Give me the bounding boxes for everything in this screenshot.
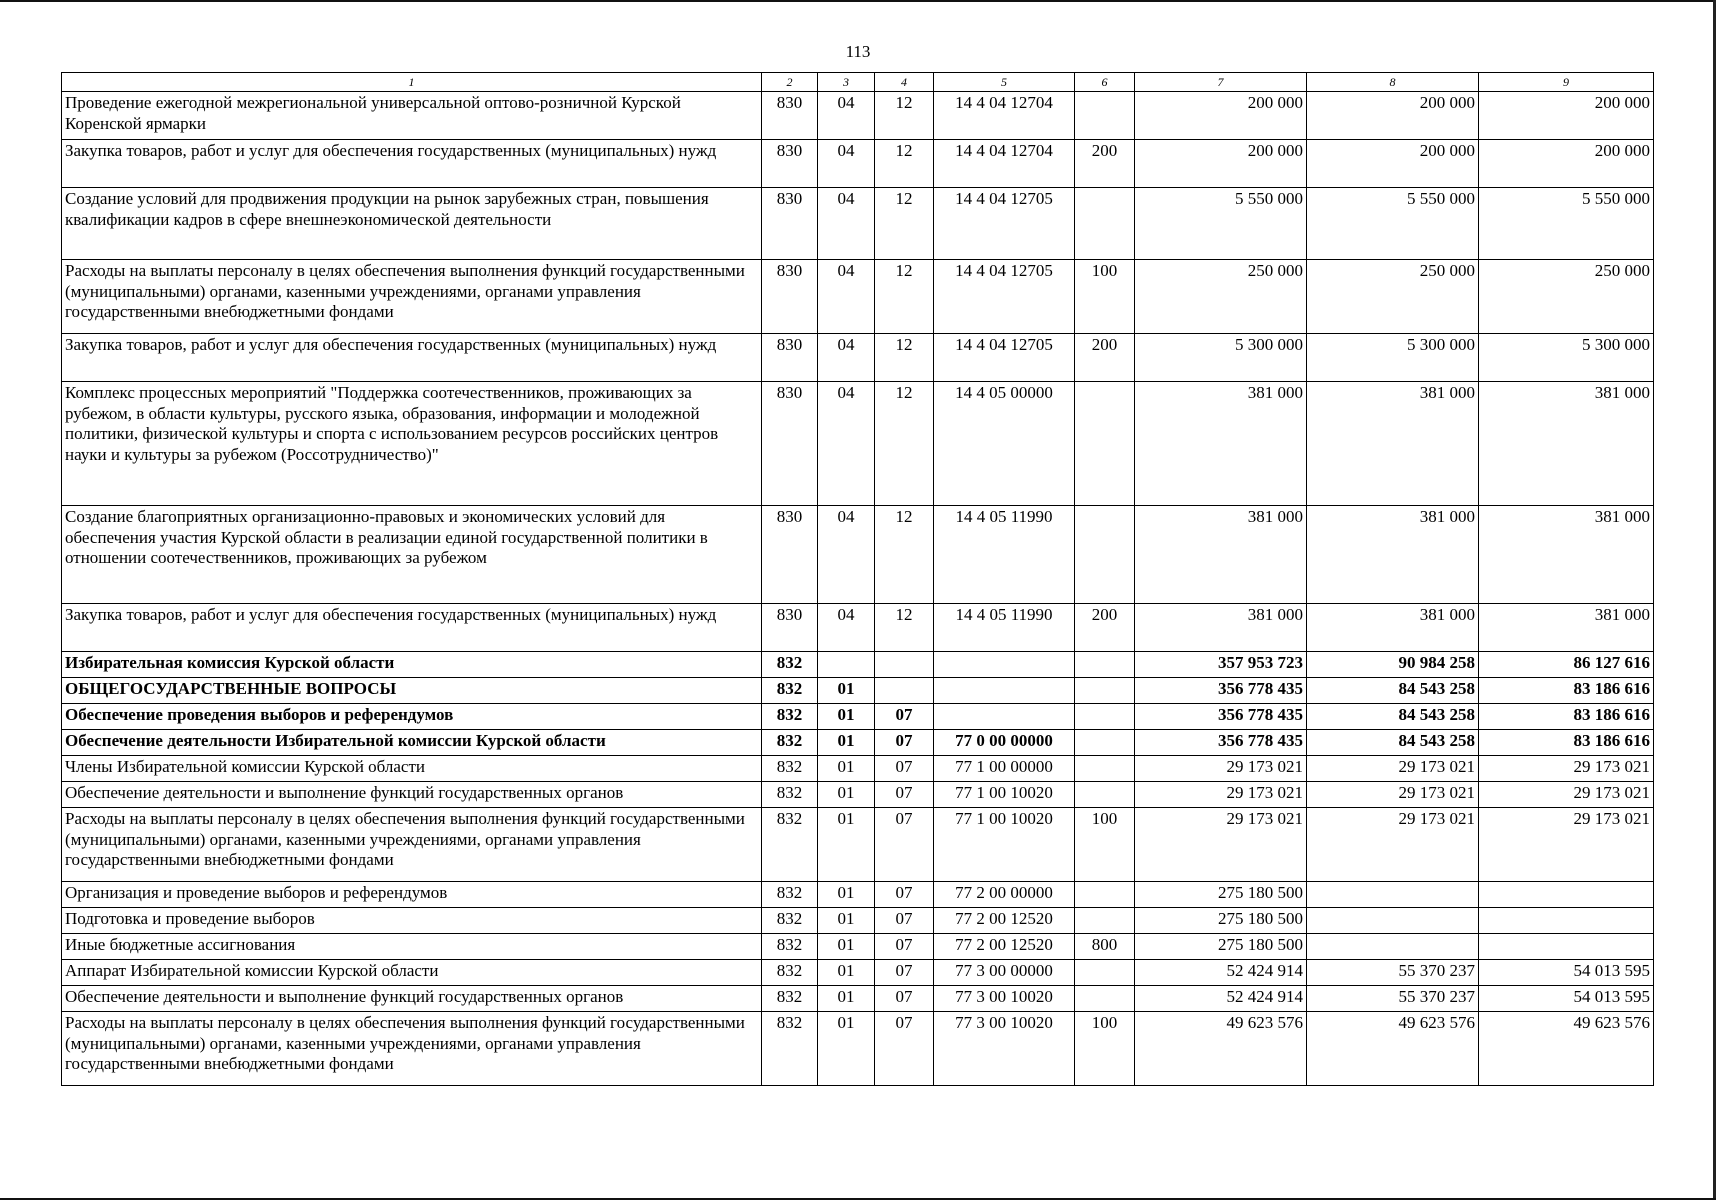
row-amount-col8: 55 370 237: [1307, 986, 1479, 1012]
table-row: [62, 334, 1654, 382]
row-code-section: 01: [818, 960, 875, 986]
row-name: Обеспечение проведения выборов и референдумов: [62, 704, 762, 730]
row-amount-col9: 49 623 576: [1479, 1012, 1654, 1086]
row-amount-col7: 381 000: [1135, 506, 1307, 604]
row-amount-col9: 5 550 000: [1479, 188, 1654, 260]
row-amount-col8: 90 984 258: [1307, 652, 1479, 678]
row-amount-col9: 381 000: [1479, 382, 1654, 506]
row-code-expense-type: 800: [1075, 934, 1135, 960]
row-amount-col9: 54 013 595: [1479, 986, 1654, 1012]
row-code-target: 14 4 04 12705: [934, 260, 1075, 334]
row-amount-col7: 357 953 723: [1135, 652, 1307, 678]
row-code-ministry: 830: [762, 188, 818, 260]
page-number: 113: [845, 42, 871, 61]
row-code-expense-type: [1075, 782, 1135, 808]
row-code-section: 04: [818, 334, 875, 382]
table-row: [62, 1012, 1654, 1086]
row-code-ministry: 832: [762, 678, 818, 704]
row-code-ministry: 832: [762, 1012, 818, 1086]
row-amount-col7: 29 173 021: [1135, 782, 1307, 808]
row-code-section: 04: [818, 604, 875, 652]
row-code-expense-type: [1075, 730, 1135, 756]
row-amount-col9: 83 186 616: [1479, 730, 1654, 756]
row-code-expense-type: [1075, 986, 1135, 1012]
row-code-subsection: 07: [875, 960, 934, 986]
table-row: [62, 188, 1654, 260]
row-name: Обеспечение деятельности Избирательной комиссии Курской области: [62, 730, 762, 756]
row-amount-col9: 83 186 616: [1479, 678, 1654, 704]
row-amount-col7: 29 173 021: [1135, 756, 1307, 782]
row-code-ministry: 832: [762, 986, 818, 1012]
column-header: 4: [875, 73, 934, 92]
column-header: 6: [1075, 73, 1135, 92]
row-code-expense-type: [1075, 652, 1135, 678]
row-amount-col9: 5 300 000: [1479, 334, 1654, 382]
row-code-target: [934, 704, 1075, 730]
row-code-expense-type: [1075, 908, 1135, 934]
row-code-target: 14 4 05 11990: [934, 604, 1075, 652]
row-code-ministry: 832: [762, 704, 818, 730]
row-amount-col7: 356 778 435: [1135, 730, 1307, 756]
row-code-expense-type: [1075, 678, 1135, 704]
table-row: [62, 678, 1654, 704]
row-amount-col9: 54 013 595: [1479, 960, 1654, 986]
row-code-section: 01: [818, 782, 875, 808]
row-code-section: 01: [818, 934, 875, 960]
row-name: Закупка товаров, работ и услуг для обеспечения государственных (муниципальных) нужд: [62, 604, 762, 652]
budget-table: [61, 72, 1654, 1086]
row-amount-col8: 381 000: [1307, 382, 1479, 506]
row-amount-col8: 55 370 237: [1307, 960, 1479, 986]
row-code-subsection: 07: [875, 1012, 934, 1086]
row-code-target: 77 1 00 00000: [934, 756, 1075, 782]
row-code-target: 77 1 00 10020: [934, 808, 1075, 882]
row-code-subsection: 12: [875, 140, 934, 188]
row-amount-col9: 83 186 616: [1479, 704, 1654, 730]
row-name: Комплекс процессных мероприятий "Поддержка соотечественников, проживающих за рубежом, в области культуры, русского языка, образования, информации и молодежной политики, физической культуры и спорта с использованием ресурсов российских центров науки и культуры за рубежом (Россотрудничество)": [62, 382, 762, 506]
row-code-expense-type: 200: [1075, 140, 1135, 188]
row-code-expense-type: [1075, 92, 1135, 140]
row-amount-col7: 275 180 500: [1135, 882, 1307, 908]
row-code-section: 04: [818, 188, 875, 260]
row-amount-col8: 5 300 000: [1307, 334, 1479, 382]
row-code-expense-type: [1075, 704, 1135, 730]
row-code-subsection: 12: [875, 92, 934, 140]
row-amount-col7: 52 424 914: [1135, 960, 1307, 986]
row-name: Обеспечение деятельности и выполнение функций государственных органов: [62, 782, 762, 808]
row-name: Создание благоприятных организационно-правовых и экономических условий для обеспечения участия Курской области в реализации единой государственной политики в отношении соотечественников, проживающих за рубежом: [62, 506, 762, 604]
table-row: [62, 652, 1654, 678]
row-code-subsection: [875, 678, 934, 704]
row-amount-col7: 275 180 500: [1135, 934, 1307, 960]
row-code-subsection: 07: [875, 986, 934, 1012]
row-code-expense-type: 100: [1075, 1012, 1135, 1086]
row-code-target: 77 2 00 00000: [934, 882, 1075, 908]
column-header: 9: [1479, 73, 1654, 92]
row-code-section: 04: [818, 506, 875, 604]
row-code-section: 01: [818, 756, 875, 782]
row-amount-col8: [1307, 908, 1479, 934]
row-code-subsection: 07: [875, 882, 934, 908]
row-code-target: [934, 678, 1075, 704]
row-amount-col8: 250 000: [1307, 260, 1479, 334]
row-amount-col9: 381 000: [1479, 506, 1654, 604]
row-amount-col8: 29 173 021: [1307, 756, 1479, 782]
row-amount-col9: [1479, 934, 1654, 960]
row-code-ministry: 832: [762, 782, 818, 808]
row-code-expense-type: [1075, 506, 1135, 604]
row-code-target: 14 4 04 12705: [934, 188, 1075, 260]
row-code-target: 14 4 04 12704: [934, 140, 1075, 188]
column-header: 2: [762, 73, 818, 92]
row-amount-col8: 49 623 576: [1307, 1012, 1479, 1086]
row-amount-col9: 250 000: [1479, 260, 1654, 334]
table-row: [62, 260, 1654, 334]
table-row: [62, 908, 1654, 934]
table-row: [62, 506, 1654, 604]
row-amount-col8: 200 000: [1307, 140, 1479, 188]
row-code-ministry: 830: [762, 260, 818, 334]
column-header: 3: [818, 73, 875, 92]
row-name: Аппарат Избирательной комиссии Курской области: [62, 960, 762, 986]
table-row: [62, 986, 1654, 1012]
row-code-expense-type: [1075, 188, 1135, 260]
row-code-target: 14 4 05 00000: [934, 382, 1075, 506]
row-code-subsection: 12: [875, 260, 934, 334]
table-row: [62, 882, 1654, 908]
row-amount-col9: [1479, 882, 1654, 908]
row-amount-col9: 200 000: [1479, 92, 1654, 140]
table-row: [62, 140, 1654, 188]
row-code-ministry: 832: [762, 808, 818, 882]
row-code-ministry: 832: [762, 730, 818, 756]
row-amount-col7: 29 173 021: [1135, 808, 1307, 882]
row-code-subsection: [875, 652, 934, 678]
row-code-section: 04: [818, 140, 875, 188]
row-code-ministry: 832: [762, 934, 818, 960]
row-code-section: 01: [818, 808, 875, 882]
column-header: 1: [62, 73, 762, 92]
row-code-subsection: 12: [875, 604, 934, 652]
row-amount-col8: 29 173 021: [1307, 782, 1479, 808]
row-name: Проведение ежегодной межрегиональной универсальной оптово-розничной Курской Коренской ярмарки: [62, 92, 762, 140]
row-code-target: 77 2 00 12520: [934, 908, 1075, 934]
row-amount-col9: 29 173 021: [1479, 808, 1654, 882]
table-row: [62, 934, 1654, 960]
row-code-expense-type: [1075, 382, 1135, 506]
row-code-section: 04: [818, 382, 875, 506]
table-row: [62, 704, 1654, 730]
row-amount-col8: 84 543 258: [1307, 704, 1479, 730]
table-row: [62, 92, 1654, 140]
row-name: Закупка товаров, работ и услуг для обеспечения государственных (муниципальных) нужд: [62, 140, 762, 188]
row-amount-col7: 381 000: [1135, 382, 1307, 506]
row-code-subsection: 12: [875, 506, 934, 604]
row-amount-col7: 356 778 435: [1135, 704, 1307, 730]
row-amount-col7: 52 424 914: [1135, 986, 1307, 1012]
row-code-section: 01: [818, 908, 875, 934]
row-name: Избирательная комиссия Курской области: [62, 652, 762, 678]
column-header: 5: [934, 73, 1075, 92]
row-amount-col7: 381 000: [1135, 604, 1307, 652]
scan-edge-top: [0, 0, 1716, 2]
row-code-ministry: 830: [762, 506, 818, 604]
row-amount-col8: 200 000: [1307, 92, 1479, 140]
row-code-expense-type: [1075, 882, 1135, 908]
row-amount-col9: 200 000: [1479, 140, 1654, 188]
row-amount-col7: 250 000: [1135, 260, 1307, 334]
row-name: Закупка товаров, работ и услуг для обеспечения государственных (муниципальных) нужд: [62, 334, 762, 382]
row-code-section: 01: [818, 1012, 875, 1086]
row-amount-col7: 49 623 576: [1135, 1012, 1307, 1086]
row-code-ministry: 832: [762, 652, 818, 678]
row-code-target: 14 4 05 11990: [934, 506, 1075, 604]
row-code-section: 01: [818, 730, 875, 756]
row-code-subsection: 07: [875, 730, 934, 756]
table-body: [62, 92, 1654, 1086]
row-amount-col9: [1479, 908, 1654, 934]
row-amount-col7: 5 300 000: [1135, 334, 1307, 382]
row-code-ministry: 830: [762, 382, 818, 506]
row-name: Члены Избирательной комиссии Курской области: [62, 756, 762, 782]
row-code-section: 01: [818, 704, 875, 730]
row-code-subsection: 07: [875, 782, 934, 808]
row-code-ministry: 830: [762, 604, 818, 652]
row-code-subsection: 07: [875, 808, 934, 882]
row-code-section: 04: [818, 92, 875, 140]
column-header: 7: [1135, 73, 1307, 92]
row-code-ministry: 830: [762, 334, 818, 382]
row-code-ministry: 832: [762, 960, 818, 986]
row-amount-col9: 29 173 021: [1479, 756, 1654, 782]
row-code-target: 77 3 00 10020: [934, 986, 1075, 1012]
row-code-subsection: 12: [875, 188, 934, 260]
row-amount-col8: [1307, 934, 1479, 960]
row-amount-col9: 381 000: [1479, 604, 1654, 652]
row-code-ministry: 832: [762, 756, 818, 782]
row-code-ministry: 830: [762, 92, 818, 140]
row-code-section: 01: [818, 986, 875, 1012]
table-row: [62, 730, 1654, 756]
row-name: Иные бюджетные ассигнования: [62, 934, 762, 960]
row-amount-col8: 381 000: [1307, 604, 1479, 652]
row-name: Расходы на выплаты персоналу в целях обеспечения выполнения функций государственными (муниципальными) органами, казенными учреждениями, органами управления государственными внебюджетными фондами: [62, 260, 762, 334]
row-code-target: 14 4 04 12705: [934, 334, 1075, 382]
table-row: [62, 808, 1654, 882]
row-code-subsection: 12: [875, 382, 934, 506]
row-code-ministry: 832: [762, 908, 818, 934]
row-code-subsection: 07: [875, 704, 934, 730]
row-code-expense-type: 100: [1075, 260, 1135, 334]
table-row: [62, 604, 1654, 652]
row-amount-col8: [1307, 882, 1479, 908]
row-name: Организация и проведение выборов и референдумов: [62, 882, 762, 908]
row-name: Расходы на выплаты персоналу в целях обеспечения выполнения функций государственными (муниципальными) органами, казенными учреждениями, органами управления государственными внебюджетными фондами: [62, 808, 762, 882]
row-name: Создание условий для продвижения продукции на рынок зарубежных стран, повышения квалификации кадров в сфере внешнеэкономической деятельности: [62, 188, 762, 260]
table-row: [62, 382, 1654, 506]
row-code-target: 77 2 00 12520: [934, 934, 1075, 960]
row-amount-col7: 356 778 435: [1135, 678, 1307, 704]
row-code-section: [818, 652, 875, 678]
row-amount-col8: 5 550 000: [1307, 188, 1479, 260]
row-code-target: 77 3 00 00000: [934, 960, 1075, 986]
row-code-target: 77 3 00 10020: [934, 1012, 1075, 1086]
row-code-subsection: 07: [875, 908, 934, 934]
row-code-target: 77 1 00 10020: [934, 782, 1075, 808]
row-code-subsection: 07: [875, 934, 934, 960]
row-code-ministry: 830: [762, 140, 818, 188]
row-amount-col9: 29 173 021: [1479, 782, 1654, 808]
row-code-subsection: 07: [875, 756, 934, 782]
row-code-target: 77 0 00 00000: [934, 730, 1075, 756]
row-amount-col8: 84 543 258: [1307, 730, 1479, 756]
row-amount-col8: 84 543 258: [1307, 678, 1479, 704]
row-name: Подготовка и проведение выборов: [62, 908, 762, 934]
row-name: Расходы на выплаты персоналу в целях обеспечения выполнения функций государственными (муниципальными) органами, казенными учреждениями, органами управления государственными внебюджетными фондами: [62, 1012, 762, 1086]
column-number-row: [62, 73, 1654, 92]
row-code-section: 04: [818, 260, 875, 334]
row-name: ОБЩЕГОСУДАРСТВЕННЫЕ ВОПРОСЫ: [62, 678, 762, 704]
row-code-ministry: 832: [762, 882, 818, 908]
row-name: Обеспечение деятельности и выполнение функций государственных органов: [62, 986, 762, 1012]
row-amount-col8: 29 173 021: [1307, 808, 1479, 882]
table-row: [62, 960, 1654, 986]
table-row: [62, 756, 1654, 782]
row-code-subsection: 12: [875, 334, 934, 382]
row-code-expense-type: [1075, 756, 1135, 782]
row-code-expense-type: 200: [1075, 604, 1135, 652]
row-code-expense-type: 200: [1075, 334, 1135, 382]
row-code-section: 01: [818, 678, 875, 704]
row-amount-col8: 381 000: [1307, 506, 1479, 604]
row-code-target: 14 4 04 12704: [934, 92, 1075, 140]
table-row: [62, 782, 1654, 808]
row-amount-col7: 200 000: [1135, 140, 1307, 188]
row-code-expense-type: [1075, 960, 1135, 986]
row-amount-col7: 200 000: [1135, 92, 1307, 140]
row-amount-col7: 275 180 500: [1135, 908, 1307, 934]
row-code-section: 01: [818, 882, 875, 908]
row-code-expense-type: 100: [1075, 808, 1135, 882]
row-amount-col9: 86 127 616: [1479, 652, 1654, 678]
column-header: 8: [1307, 73, 1479, 92]
row-amount-col7: 5 550 000: [1135, 188, 1307, 260]
row-code-target: [934, 652, 1075, 678]
